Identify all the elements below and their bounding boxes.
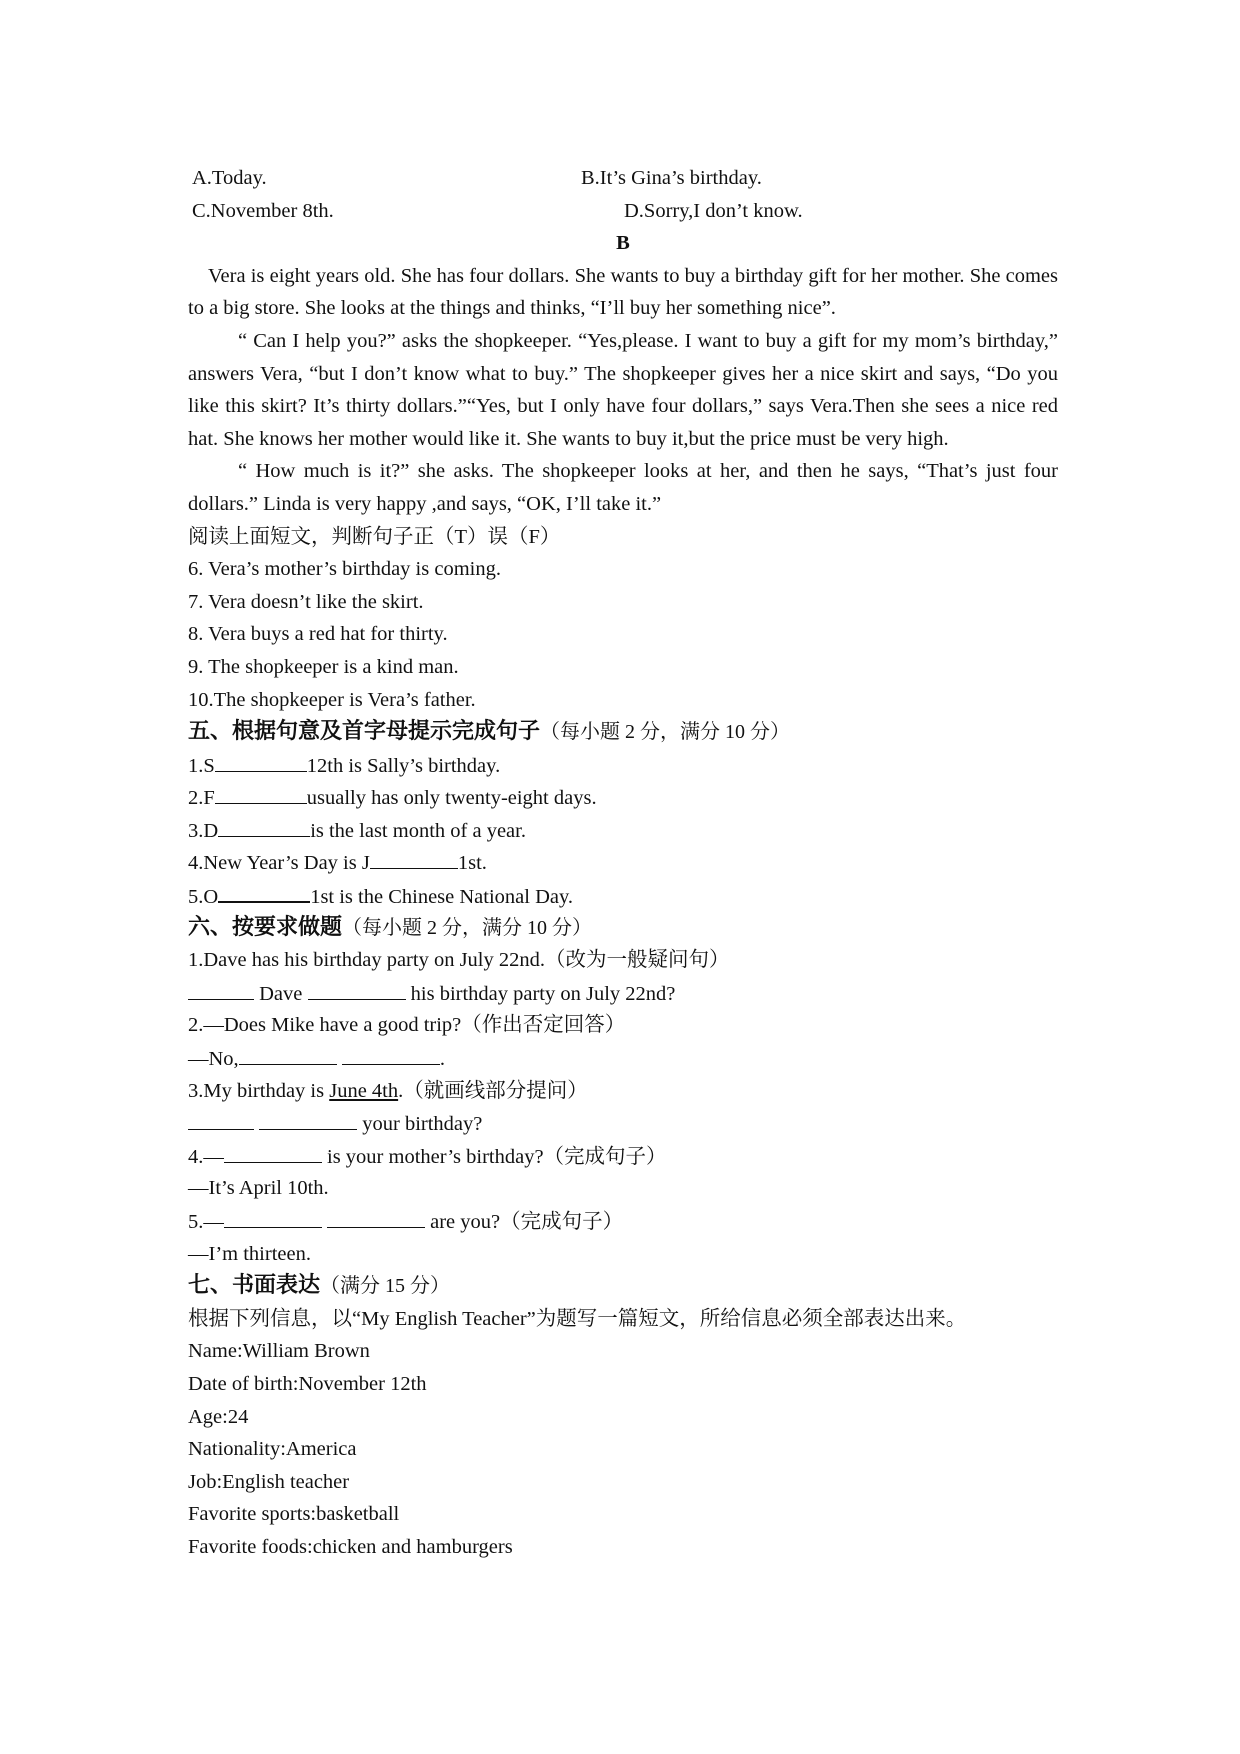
answer-text: Dave [254, 982, 308, 1005]
answer-text: his birthday party on July 22nd? [405, 982, 676, 1005]
section5-note: （每小题 2 分，满分 10 分） [540, 721, 791, 744]
section7-title: 七、书面表达 [188, 1273, 321, 1299]
fill-item-prefix: 5.O [188, 886, 219, 909]
fill-item-prefix: 1.S [188, 754, 215, 777]
answer-5: —I’m thirteen. [188, 1242, 311, 1265]
tf-statement: 8. Vera buys a red hat for thirty. [188, 623, 448, 646]
answer-1 [188, 977, 1058, 1010]
question-3 [188, 1075, 1058, 1108]
tf-statement: 9. The shopkeeper is a kind man. [188, 655, 459, 678]
underlined-phrase: June 4th [329, 1079, 399, 1102]
answer-blank[interactable] [327, 1205, 425, 1228]
answer-text: . [439, 1048, 445, 1071]
answer-blank[interactable] [224, 1205, 322, 1228]
fill-item-prefix: 4.New Year’s Day is J [188, 852, 370, 875]
answer-blank[interactable] [224, 1140, 322, 1163]
fill-item-suffix: 1st. [457, 852, 487, 875]
fill-item-suffix: is the last month of a year. [310, 819, 526, 842]
answer-blank[interactable] [215, 749, 307, 772]
section7-note: （满分 15 分） [320, 1275, 451, 1298]
answer-blank[interactable] [342, 1042, 440, 1065]
tf-statement: 7. Vera doesn’t like the skirt. [188, 590, 424, 613]
section7-header [188, 1270, 1058, 1303]
fill-item-suffix: 1st is the Chinese National Day. [310, 886, 574, 909]
fill-item-suffix: usually has only twenty-eight days. [306, 787, 597, 810]
question-text: .（就画线部分提问） [398, 1079, 588, 1102]
fill-item [188, 879, 1058, 912]
passage-paragraph-1: Vera is eight years old. She has four dollars. She wants to buy a birthday gift for her mother. She comes to a big store. She looks at the things and thinks, “I’ll buy her something nice”. [188, 264, 1058, 320]
question-text: 5.— [188, 1211, 224, 1233]
answer-text: your birthday? [357, 1113, 483, 1136]
fill-item [188, 846, 1058, 879]
fact-age: Age:24 [188, 1405, 249, 1428]
answer-blank[interactable] [218, 879, 310, 903]
option-d: D.Sorry,I don’t know. [624, 199, 803, 222]
answer-blank[interactable] [215, 781, 307, 804]
fill-item-prefix: 3.D [188, 819, 219, 842]
tf-statement: 6. Vera’s mother’s birthday is coming. [188, 558, 501, 581]
fact-favorite-foods: Favorite foods:chicken and hamburgers [188, 1535, 513, 1558]
answer-blank[interactable] [308, 977, 406, 1000]
answer-3 [188, 1107, 1058, 1140]
passage-paragraph-3: “ How much is it?” she asks. The shopkeeper looks at her, and then he says, “That’s just four dollars.” Linda is very happy ,and says, “OK, I’ll take it.” [188, 460, 1058, 515]
fill-item-suffix: 12th is Sally’s birthday. [306, 754, 501, 777]
answer-4: —It’s April 10th. [188, 1177, 329, 1200]
answer-blank[interactable] [239, 1042, 337, 1065]
tf-statement: 10.The shopkeeper is Vera’s father. [188, 688, 476, 711]
tf-instruction: 阅读上面短文，判断句子正（T）误（F） [188, 525, 561, 548]
answer-blank[interactable] [259, 1107, 357, 1130]
fill-item [188, 781, 1058, 814]
section5-header [188, 716, 1058, 749]
fact-name: Name:William Brown [188, 1340, 370, 1363]
writing-instruction: 根据下列信息，以“My English Teacher”为题写一篇短文，所给信息必须全部表达出来。 [188, 1307, 967, 1330]
question-1: 1.Dave has his birthday party on July 22nd.（改为一般疑问句） [188, 949, 730, 972]
option-c: C.November 8th. [192, 199, 334, 222]
options-row-1 [188, 162, 1058, 195]
fill-item [188, 749, 1058, 782]
answer-blank[interactable] [188, 977, 254, 1000]
fact-favorite-sports: Favorite sports:basketball [188, 1503, 400, 1526]
question-text: are you?（完成句子） [425, 1211, 624, 1233]
question-text: 4.— [188, 1145, 224, 1168]
fill-item-prefix: 2.F [188, 787, 215, 810]
question-text: 3.My birthday is [188, 1079, 330, 1102]
passage-heading: B [616, 232, 630, 255]
answer-2 [188, 1042, 1058, 1075]
worksheet-page [188, 162, 1058, 1564]
question-4 [188, 1140, 1058, 1173]
question-2: 2.—Does Mike have a good trip?（作出否定回答） [188, 1014, 626, 1037]
option-b: B.It’s Gina’s birthday. [581, 167, 762, 189]
section6-note: （每小题 2 分，满分 10 分） [342, 916, 593, 939]
fill-item [188, 814, 1058, 847]
answer-blank[interactable] [218, 814, 310, 837]
fact-nationality: Nationality:America [188, 1438, 357, 1461]
answer-text: —No, [188, 1048, 239, 1071]
question-5 [188, 1205, 1058, 1238]
fact-date-of-birth: Date of birth:November 12th [188, 1372, 427, 1395]
fact-job: Job:English teacher [188, 1470, 350, 1493]
question-text: is your mother’s birthday?（完成句子） [321, 1145, 667, 1168]
options-row-2 [188, 195, 1058, 228]
option-a: A.Today. [192, 167, 267, 189]
answer-blank[interactable] [370, 846, 458, 869]
passage-paragraph-2: “ Can I help you?” asks the shopkeeper. “Yes,please. I want to buy a gift for my mom’s birthday,” answers Vera, “but I don’t know what to buy.” The shopkeeper gives her a nice skirt and says, “Do you like this skirt? It’s thirty dollars.”“Yes, but I only have four dollars,” says Vera.Then she sees a nice red hat. She knows her mother would like it. She wants to buy it,but the price must be very high. [188, 329, 1058, 450]
section5-title: 五、根据句意及首字母提示完成句子 [188, 719, 541, 745]
section6-header [188, 912, 1058, 945]
section6-title: 六、按要求做题 [188, 914, 343, 940]
answer-blank[interactable] [188, 1107, 254, 1130]
